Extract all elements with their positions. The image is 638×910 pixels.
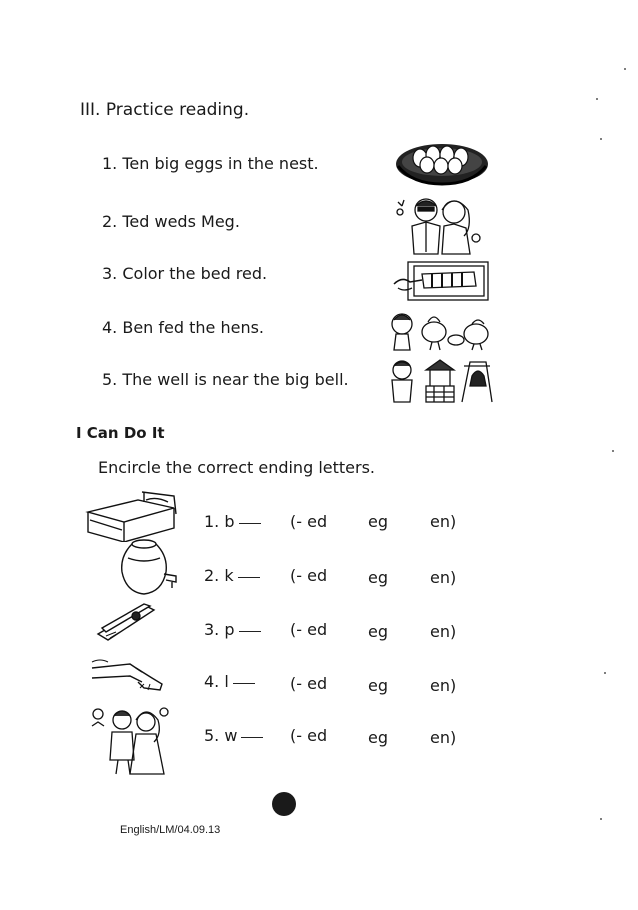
peg-picture	[96, 602, 158, 642]
option-en[interactable]: en)	[430, 676, 457, 695]
option-eg[interactable]: eg	[368, 728, 388, 747]
sentence-number: 4.	[102, 318, 118, 337]
word-prefix: 2. k	[204, 566, 234, 585]
sentence-text: The well is near the big bell.	[122, 370, 349, 389]
scan-speck	[596, 98, 598, 100]
instruction-text: Encircle the correct ending letters.	[98, 458, 375, 477]
answer-blank[interactable]	[239, 630, 261, 632]
option-eg[interactable]: eg	[368, 568, 388, 587]
bed-coloring-picture	[392, 258, 492, 304]
word-prefix: 5. w	[204, 726, 238, 745]
sentence-number: 5.	[102, 370, 118, 389]
practice-sentence-4	[102, 318, 264, 337]
boy-feeding-hens-picture	[388, 310, 494, 352]
wedding-couple-picture	[390, 192, 490, 256]
option-eg[interactable]: eg	[368, 512, 388, 531]
footer-code: English/LM/04.09.13	[120, 824, 221, 836]
exercise-row-5	[204, 726, 263, 745]
scan-speck	[624, 68, 626, 70]
practice-sentence-3	[102, 264, 267, 283]
answer-blank[interactable]	[238, 576, 260, 578]
sentence-text: Color the bed red.	[122, 264, 268, 283]
scan-speck	[612, 450, 614, 452]
exercise-row-3	[204, 620, 261, 639]
bed-picture	[84, 486, 180, 542]
word-prefix: 4. l	[204, 672, 229, 691]
option-en[interactable]: en)	[430, 622, 457, 641]
can-do-title: I Can Do It	[76, 424, 165, 442]
section-title: III. Practice reading.	[80, 100, 250, 120]
sentence-number: 1.	[102, 154, 118, 173]
option-ed[interactable]: (- ed	[290, 512, 328, 531]
word-prefix: 1. b	[204, 512, 235, 531]
option-ed[interactable]: (- ed	[290, 620, 328, 639]
sentence-text: Ben fed the hens.	[122, 318, 265, 337]
sentence-text: Ted weds Meg.	[122, 212, 240, 231]
option-ed[interactable]: (- ed	[290, 674, 328, 693]
word-prefix: 3. p	[204, 620, 235, 639]
exercise-row-1	[204, 512, 261, 531]
option-en[interactable]: en)	[430, 512, 457, 531]
eggs-in-nest-picture	[392, 136, 492, 188]
sentence-text: Ten big eggs in the nest.	[122, 154, 319, 173]
option-ed[interactable]: (- ed	[290, 566, 328, 585]
practice-sentence-5	[102, 370, 349, 389]
scan-speck	[604, 672, 606, 674]
leg-picture	[90, 654, 166, 694]
answer-blank[interactable]	[239, 522, 261, 524]
practice-sentence-1	[102, 154, 319, 173]
page-dot	[272, 792, 296, 816]
sentence-number: 2.	[102, 212, 118, 231]
option-eg[interactable]: eg	[368, 622, 388, 641]
scan-speck	[600, 138, 602, 140]
wed-picture	[88, 700, 174, 776]
keg-picture	[114, 538, 184, 596]
option-ed[interactable]: (- ed	[290, 726, 328, 745]
practice-sentence-2	[102, 212, 240, 231]
option-en[interactable]: en)	[430, 568, 457, 587]
well-and-bell-picture	[384, 356, 494, 406]
exercise-row-2	[204, 566, 260, 585]
scan-speck	[600, 818, 602, 820]
answer-blank[interactable]	[233, 682, 255, 684]
sentence-number: 3.	[102, 264, 118, 283]
exercise-row-4	[204, 672, 255, 691]
option-en[interactable]: en)	[430, 728, 457, 747]
option-eg[interactable]: eg	[368, 676, 388, 695]
answer-blank[interactable]	[241, 736, 263, 738]
